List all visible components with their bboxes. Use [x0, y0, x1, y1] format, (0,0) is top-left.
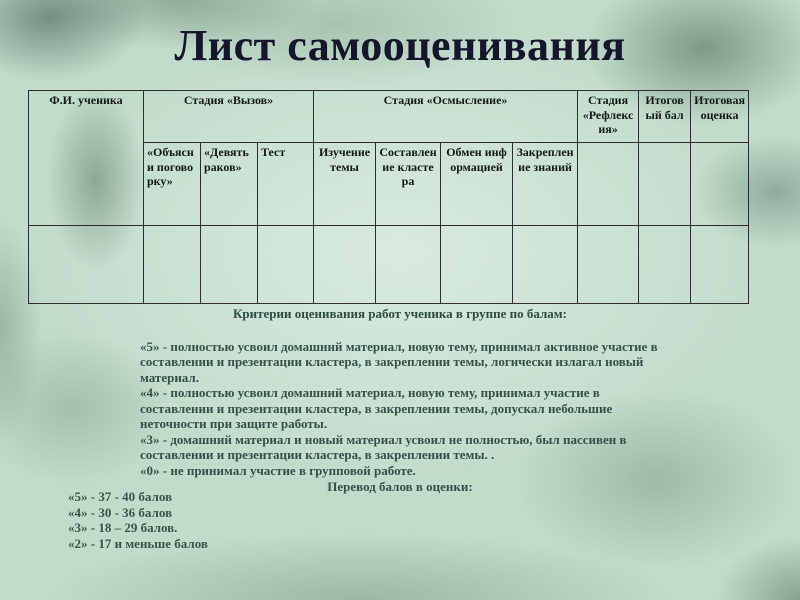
criteria-block [140, 306, 660, 495]
table-body-row [29, 226, 749, 304]
subheader-cell-zakreplenie-znanij: Закрепление знаний [513, 143, 578, 226]
conversion-item-3: «3» - 18 – 29 балов. [68, 520, 178, 535]
empty-cell [639, 226, 691, 304]
conversion-item-4: «4» - 30 - 36 балов [68, 504, 173, 520]
header-cell-stage-vyzov: Стадия «Вызов» [144, 91, 314, 143]
conversion-heading: Перевод балов в оценки: [327, 479, 473, 494]
self-assessment-table [28, 90, 749, 304]
subheader-cell-obmen-informaciej: Обмен информацией [441, 143, 513, 226]
empty-cell [513, 226, 578, 304]
empty-cell [314, 226, 376, 304]
empty-cell [201, 226, 258, 304]
empty-cell [639, 143, 691, 226]
empty-cell [258, 226, 314, 304]
header-cell-final-grade: Итоговая оценка [691, 91, 749, 143]
subheader-cell-test: Тест [258, 143, 314, 226]
empty-cell [578, 226, 639, 304]
subheader-cell-izuchenie-temy: Изучение темы [314, 143, 376, 226]
empty-cell [144, 226, 201, 304]
header-cell-total-score: Итоговый бал [639, 91, 691, 143]
empty-cell [691, 143, 749, 226]
empty-cell [376, 226, 441, 304]
header-cell-fio: Ф.И. ученика [29, 91, 144, 226]
criteria-item-4: «4» - полностью усвоил домашний материал, новую тему, принимал участие в составлении и презентации кластера, в закреплении темы, допускал небольшие неточности при защите работы. [140, 385, 613, 431]
conversion-item-5: «5» - 37 - 40 балов [68, 489, 173, 504]
criteria-item-5: «5» - полностью усвоил домашний материал, новую тему, принимал активное участие в составлении и презентации кластера, в закреплении темы, логически излагал новый материал. [140, 338, 658, 385]
page-title: Лист самооценивания [174, 21, 626, 70]
criteria-item-0: «0» - не принимал участие в групповой работе. [140, 462, 416, 478]
subheader-cell-poslovitsa: «Объясни поговорку» [144, 143, 201, 226]
header-cell-stage-refleksiya: Стадия «Рефлексия» [578, 91, 639, 143]
subheader-cell-devyat-rakov: «Девять раков» [201, 143, 258, 226]
empty-cell [691, 226, 749, 304]
table-header-row-1 [29, 91, 749, 143]
header-cell-stage-osmyslenie: Стадия «Осмысление» [314, 91, 578, 143]
subheader-cell-sostavlenie-klastera: Составление кластера [376, 143, 441, 226]
conversion-item-2: «2» - 17 и меньше балов [68, 535, 208, 551]
conversion-list [68, 489, 208, 551]
criteria-heading: Критерии оценивания работ ученика в группе по балам: [232, 306, 567, 321]
empty-cell [578, 143, 639, 226]
empty-cell [441, 226, 513, 304]
empty-cell [29, 226, 144, 304]
criteria-item-3: «3» - домашний материал и новый материал усвоил не полностью, был пассивен в составлении и презентации кластера, в закреплении темы. . [140, 431, 627, 462]
